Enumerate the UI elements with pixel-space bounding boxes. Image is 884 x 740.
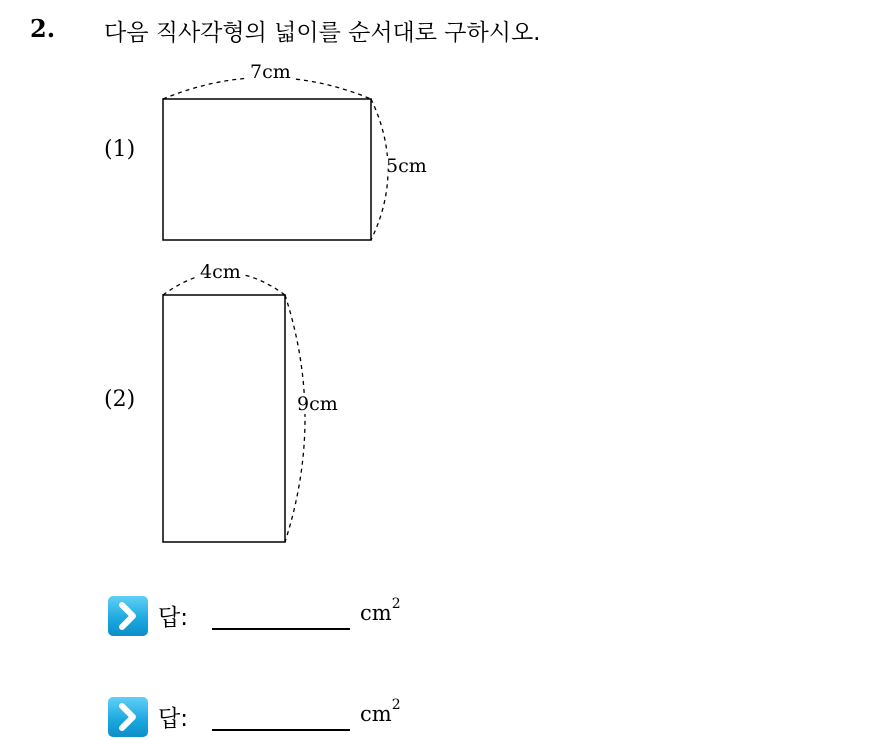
figure-2-label: (2)	[104, 387, 136, 412]
figure-2-height-label: 9cm	[297, 393, 338, 415]
answer-1-unit: $cm^2$	[360, 596, 401, 625]
figure-1-height-label: 5cm	[386, 155, 427, 177]
rectangle-1	[163, 99, 371, 240]
figure-1-label: (1)	[104, 137, 136, 162]
chevron-right-icon[interactable]	[108, 596, 148, 636]
question-number: 2.	[30, 14, 56, 43]
answer-2-unit: $cm^2$	[360, 697, 401, 726]
answer-2-input[interactable]	[212, 697, 350, 731]
chevron-right-icon[interactable]	[108, 697, 148, 737]
answer-label: 답:	[158, 605, 188, 631]
question-text: 다음 직사각형의 넓이를 순서대로 구하시오.	[104, 20, 541, 46]
figure-1-width-label: 7cm	[250, 61, 291, 83]
figure-2-width-label: 4cm	[200, 261, 241, 283]
answer-label: 답:	[158, 706, 188, 732]
rectangle-2-height-arc	[285, 295, 305, 542]
answer-1-input[interactable]	[212, 596, 350, 630]
rectangle-2	[163, 295, 285, 542]
